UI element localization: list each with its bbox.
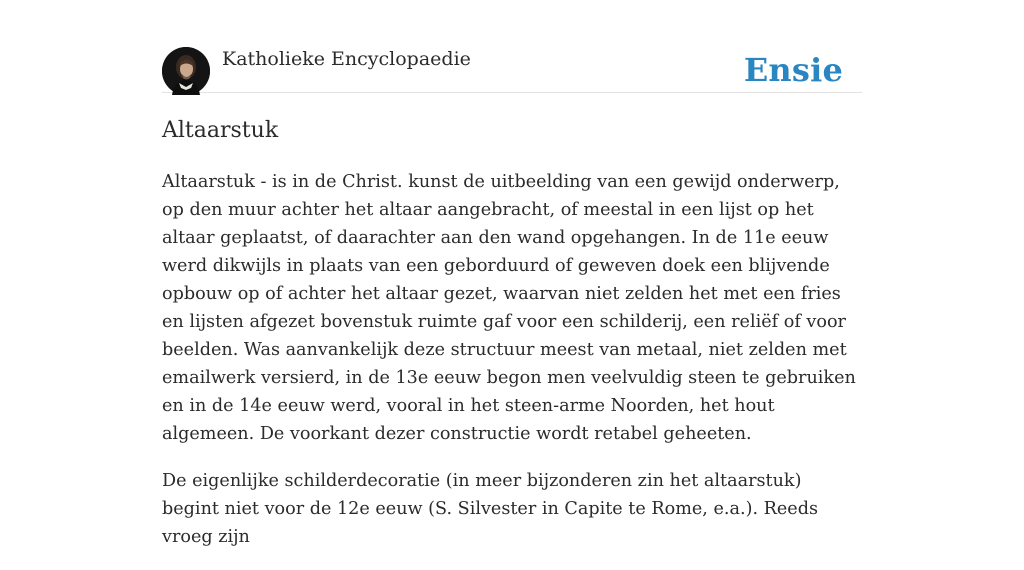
article-paragraph: Altaarstuk - is in de Christ. kunst de uitbeelding van een gewijd onderwerp, op den muur achter het altaar aangebracht, of meestal in een lijst op het altaar geplaatst, of daarachter aan den wand opgehangen. In de 11e eeuw werd dikwijls in plaats van een geborduurd of geweven doek een blijvende opbouw op of achter het altaar gezet, waarvan niet zelden het met een fries en lijsten afgezet bovenstuk ruimte gaf voor een schilderij, een reliëf of voor beelden. Was aanvankelijk deze structuur meest van metaal, niet zelden met emailwerk versierd, in de 13e eeuw begon men veelvuldig steen te gebruiken en in de 14e eeuw werd, vooral in het steen-arme Noorden, het hout algemeen. De voorkant dezer constructie wordt retabel geheeten. bbox=[162, 172, 856, 444]
article-body bbox=[162, 168, 862, 570]
page-header bbox=[162, 46, 862, 93]
author-avatar[interactable] bbox=[162, 47, 210, 95]
portrait-icon bbox=[162, 47, 210, 95]
source-title[interactable]: Katholieke Encyclopaedie bbox=[222, 48, 471, 70]
brand-logo[interactable]: Ensie bbox=[743, 51, 843, 89]
article-paragraph: De eigenlijke schilderdecoratie (in meer bijzonderen zin het altaarstuk) begint niet voor de 12e eeuw (S. Silvester in Capite te Rome, e.a.). Reeds vroeg zijn bbox=[162, 471, 818, 547]
article-title: Altaarstuk bbox=[162, 118, 279, 143]
